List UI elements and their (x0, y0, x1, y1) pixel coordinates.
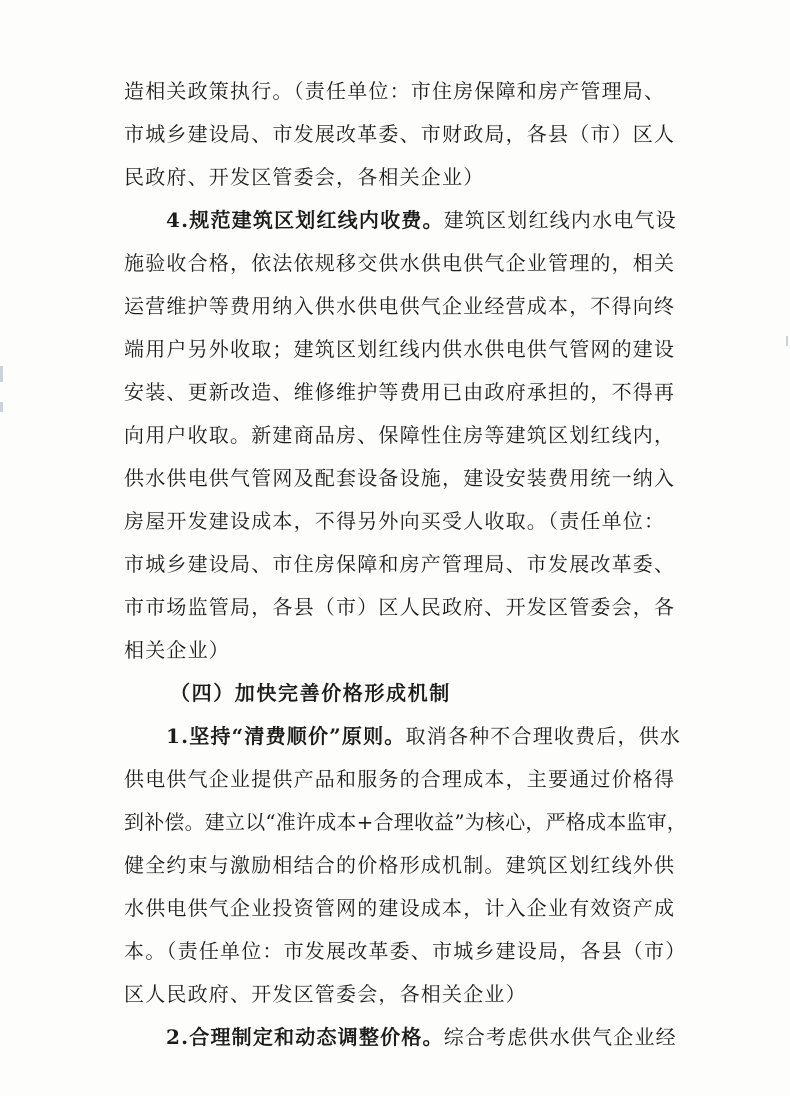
text-line: 运营维护等费用纳入供水供电供气企业经营成本，不得向终 (124, 294, 676, 318)
item-4-first-line (166, 207, 684, 233)
item-2-title: 2.合理制定和动态调整价格。 (166, 1025, 444, 1049)
item-2-first-line (166, 1024, 684, 1050)
text-line: 市市场监管局，各县（市）区人民政府、开发区管委会，各 (124, 595, 676, 619)
text-line: 造相关政策执行。（责任单位：市住房保障和房产管理局、 (124, 79, 666, 103)
text-line: 施验收合格，依法依规移交供水供电供气企业管理的，相关 (124, 251, 676, 275)
scan-artifact (0, 402, 3, 412)
text-line: 相关企业） (124, 638, 230, 662)
text-line: 供水供电供气管网及配套设备设施，建设安装费用统一纳入 (124, 466, 676, 490)
item-4-text: 建筑区划红线内水电气设 (443, 208, 677, 232)
text-line: 安装、更新改造、维修维护等费用已由政府承担的，不得再 (124, 380, 676, 404)
scan-artifact (786, 336, 788, 346)
text-line: 房屋开发建设成本，不得另外向买受人收取。（责任单位： (124, 509, 666, 533)
text-line: 水供电供气企业投资管网的建设成本，计入企业有效资产成 (124, 896, 676, 920)
text-line: 向用户收取。新建商品房、保障性住房等建筑区划红线内， (124, 423, 676, 447)
text-line: 区人民政府、开发区管委会，各相关企业） (124, 982, 527, 1006)
item-1-title: 1.坚持“清费顺价”原则。 (166, 724, 406, 748)
text-line: 市城乡建设局、市住房保障和房产管理局、市发展改革委、 (124, 552, 676, 576)
section-heading: （四）加快完善价格形成机制 (170, 681, 451, 705)
text-line: 本。（责任单位：市发展改革委、市城乡建设局，各县（市） (124, 939, 687, 963)
text-line: 健全约束与激励相结合的价格形成机制。建筑区划红线外供 (124, 853, 676, 877)
text-line: 供电供气企业提供产品和服务的合理成本，主要通过价格得 (124, 767, 676, 791)
item-2-text: 综合考虑供水供气企业经 (443, 1025, 677, 1049)
text-line: 端用户另外收取；建筑区划红线内供水供电供气管网的建设 (124, 337, 676, 361)
text-line: 民政府、开发区管委会，各相关企业） (124, 165, 485, 189)
text-line: 市城乡建设局、市发展改革委、市财政局，各县（市）区人 (124, 122, 676, 146)
item-1-text: 取消各种不合理收费后，供水 (405, 724, 682, 748)
item-1-first-line (166, 723, 684, 749)
text-line: 到补偿。建立以“准许成本+合理收益”为核心，严格成本监审， (124, 810, 688, 834)
item-4-title: 4.规范建筑区划红线内收费。 (166, 208, 444, 232)
scan-artifact (0, 366, 3, 382)
